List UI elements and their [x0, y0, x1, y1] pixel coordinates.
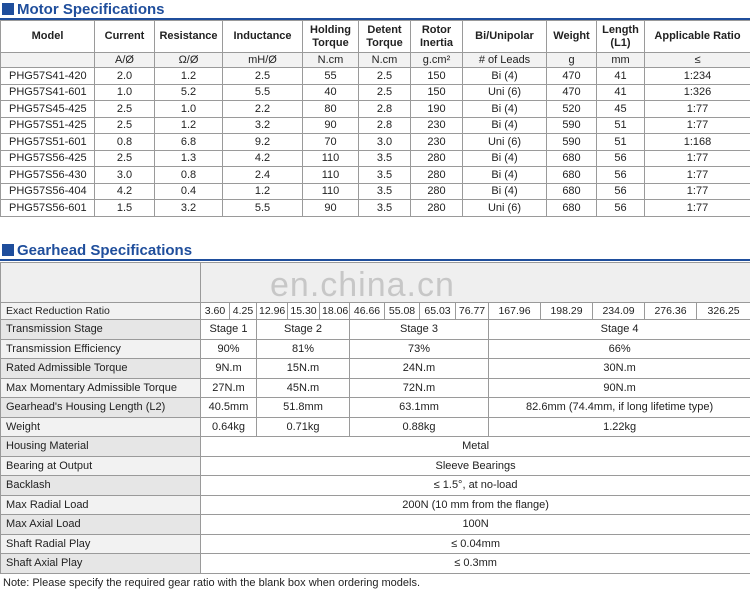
spec-cell: 56	[597, 200, 645, 217]
motor-section-title	[2, 0, 165, 18]
stage-value: 72N.m	[350, 378, 489, 398]
spec-cell: 3.2	[155, 200, 223, 217]
common-value: ≤ 0.3mm	[201, 554, 750, 574]
unit-cell: g	[547, 53, 597, 68]
spec-cell: 590	[547, 117, 597, 134]
spec-cell: 56	[597, 150, 645, 167]
gear-title-rule	[0, 259, 750, 261]
spec-cell: 56	[597, 167, 645, 184]
spec-cell: 41	[597, 68, 645, 85]
spec-cell: 3.2	[223, 117, 303, 134]
spec-cell: 280	[411, 200, 463, 217]
ratio-label: Exact Reduction Ratio	[1, 303, 201, 320]
reduction-ratio-row	[1, 303, 750, 320]
spec-cell: 0.4	[155, 183, 223, 200]
spec-cell: 1.3	[155, 150, 223, 167]
spec-cell: 70	[303, 134, 359, 151]
spec-cell: 4.2	[95, 183, 155, 200]
motor-title-text: Motor Specifications	[17, 0, 165, 18]
gear-title-text: Gearhead Specifications	[17, 241, 193, 259]
spec-cell: 90	[303, 200, 359, 217]
section-square-icon	[2, 244, 14, 256]
motor-header-row	[1, 21, 750, 53]
row-label: Max Momentary Admissible Torque	[1, 378, 201, 398]
spec-cell: 3.5	[359, 150, 411, 167]
common-value: 200N (10 mm from the flange)	[201, 495, 750, 515]
gear-stage-row	[1, 417, 750, 437]
ratio-cell: 326.25	[697, 303, 750, 320]
motor-units-row	[1, 53, 750, 68]
model-cell: PHG57S51-425	[1, 117, 95, 134]
stage-value: 73%	[350, 339, 489, 359]
section-square-icon	[2, 3, 14, 15]
spec-cell: Bi (4)	[463, 183, 547, 200]
ratio-cell: 12.96	[257, 303, 288, 320]
gear-common-row	[1, 534, 750, 554]
motor-table-body	[1, 68, 750, 217]
model-cell: PHG57S41-601	[1, 84, 95, 101]
column-header: Detent Torque	[359, 21, 411, 53]
unit-cell: N.cm	[359, 53, 411, 68]
stage-value: Stage 3	[350, 320, 489, 340]
spec-cell: 40	[303, 84, 359, 101]
stage-value: 0.64kg	[201, 417, 257, 437]
motor-row	[1, 134, 750, 151]
spec-cell: 56	[597, 183, 645, 200]
column-header: Rotor Inertia	[411, 21, 463, 53]
row-label: Transmission Stage	[1, 320, 201, 340]
gear-common-row	[1, 456, 750, 476]
motor-row	[1, 84, 750, 101]
common-value: 100N	[201, 515, 750, 535]
column-header: Applicable Ratio	[645, 21, 750, 53]
row-label: Max Radial Load	[1, 495, 201, 515]
gear-spec-table	[0, 262, 750, 574]
gear-common-row	[1, 515, 750, 535]
column-header: Model	[1, 21, 95, 53]
spec-cell: 280	[411, 150, 463, 167]
spec-cell: Bi (4)	[463, 101, 547, 118]
spec-cell: Uni (6)	[463, 84, 547, 101]
column-header: Current	[95, 21, 155, 53]
model-cell: PHG57S51-601	[1, 134, 95, 151]
unit-cell: Ω/Ø	[155, 53, 223, 68]
gear-common-row	[1, 437, 750, 457]
spec-cell: 2.8	[359, 117, 411, 134]
common-value: ≤ 0.04mm	[201, 534, 750, 554]
spec-cell: 680	[547, 183, 597, 200]
motor-row	[1, 117, 750, 134]
row-label: Shaft Radial Play	[1, 534, 201, 554]
row-label: Bearing at Output	[1, 456, 201, 476]
spec-cell: 150	[411, 68, 463, 85]
gear-table-body	[1, 320, 750, 574]
motor-row	[1, 68, 750, 85]
spec-cell: 470	[547, 68, 597, 85]
spec-cell: Uni (6)	[463, 134, 547, 151]
stage-value: 40.5mm	[201, 398, 257, 418]
spec-cell: 2.5	[359, 68, 411, 85]
spec-cell: 1:168	[645, 134, 750, 151]
unit-cell: # of Leads	[463, 53, 547, 68]
motor-row	[1, 200, 750, 217]
spec-cell: 2.4	[223, 167, 303, 184]
spec-cell: 470	[547, 84, 597, 101]
gear-section-title	[2, 241, 192, 259]
spec-cell: 1.0	[155, 101, 223, 118]
stage-value: 30N.m	[489, 359, 750, 379]
spec-cell: 110	[303, 150, 359, 167]
stage-value: 0.71kg	[257, 417, 350, 437]
unit-cell: g.cm²	[411, 53, 463, 68]
spec-cell: 1.5	[95, 200, 155, 217]
gear-stage-row	[1, 378, 750, 398]
spec-cell: 230	[411, 134, 463, 151]
spec-cell: 9.2	[223, 134, 303, 151]
common-value: ≤ 1.5°, at no-load	[201, 476, 750, 496]
gear-stage-row	[1, 398, 750, 418]
stage-value: 0.88kg	[350, 417, 489, 437]
stage-value: Stage 2	[257, 320, 350, 340]
spec-cell: 110	[303, 167, 359, 184]
row-label: Max Axial Load	[1, 515, 201, 535]
spec-cell: 190	[411, 101, 463, 118]
spec-cell: 2.5	[95, 117, 155, 134]
spec-cell: Bi (4)	[463, 150, 547, 167]
ratio-cell: 18.06	[320, 303, 350, 320]
spec-cell: 3.5	[359, 167, 411, 184]
motor-row	[1, 101, 750, 118]
spec-cell: 1:77	[645, 117, 750, 134]
spec-cell: 2.5	[223, 68, 303, 85]
spec-cell: 80	[303, 101, 359, 118]
column-header: Bi/Unipolar	[463, 21, 547, 53]
spec-cell: 680	[547, 150, 597, 167]
spec-cell: 3.5	[359, 200, 411, 217]
ratio-cell: 276.36	[645, 303, 697, 320]
spec-cell: 6.8	[155, 134, 223, 151]
spec-cell: Bi (4)	[463, 68, 547, 85]
ratio-cell: 15.30	[288, 303, 320, 320]
spec-cell: 1.0	[95, 84, 155, 101]
spec-cell: 0.8	[95, 134, 155, 151]
spec-cell: 1:77	[645, 150, 750, 167]
ratio-cell: 4.25	[230, 303, 257, 320]
motor-row	[1, 150, 750, 167]
column-header: Resistance	[155, 21, 223, 53]
ratio-cell: 65.03	[420, 303, 456, 320]
common-value: Metal	[201, 437, 750, 457]
stage-value: 51.8mm	[257, 398, 350, 418]
stage-value: 1.22kg	[489, 417, 750, 437]
spec-cell: 590	[547, 134, 597, 151]
spec-cell: 2.5	[359, 84, 411, 101]
spec-cell: 110	[303, 183, 359, 200]
spec-cell: 4.2	[223, 150, 303, 167]
stage-value: 90%	[201, 339, 257, 359]
spec-cell: Bi (4)	[463, 117, 547, 134]
stage-value: 90N.m	[489, 378, 750, 398]
ratio-cell: 55.08	[385, 303, 420, 320]
spec-cell: 2.2	[223, 101, 303, 118]
row-label: Rated Admissible Torque	[1, 359, 201, 379]
ratio-cell: 167.96	[489, 303, 541, 320]
unit-cell: A/Ø	[95, 53, 155, 68]
spec-cell: 5.5	[223, 84, 303, 101]
spec-cell: 1:77	[645, 101, 750, 118]
stage-value: 82.6mm (74.4mm, if long lifetime type)	[489, 398, 750, 418]
stage-value: 63.1mm	[350, 398, 489, 418]
spec-cell: 0.8	[155, 167, 223, 184]
row-label: Transmission Efficiency	[1, 339, 201, 359]
gear-stage-row	[1, 320, 750, 340]
unit-cell: N.cm	[303, 53, 359, 68]
spec-cell: 1:326	[645, 84, 750, 101]
spec-cell: 1:77	[645, 167, 750, 184]
stage-value: 45N.m	[257, 378, 350, 398]
stage-value: 66%	[489, 339, 750, 359]
ratio-cell: 3.60	[201, 303, 230, 320]
common-value: Sleeve Bearings	[201, 456, 750, 476]
stage-value: 27N.m	[201, 378, 257, 398]
unit-cell	[1, 53, 95, 68]
gear-common-row	[1, 554, 750, 574]
unit-cell: mH/Ø	[223, 53, 303, 68]
row-label: Shaft Axial Play	[1, 554, 201, 574]
spec-cell: 51	[597, 134, 645, 151]
spec-cell: 230	[411, 117, 463, 134]
watermark: en.china.cn	[270, 266, 455, 304]
model-cell: PHG57S56-425	[1, 150, 95, 167]
row-label: Gearhead's Housing Length (L2)	[1, 398, 201, 418]
spec-cell: 55	[303, 68, 359, 85]
spec-cell: 90	[303, 117, 359, 134]
gear-common-row	[1, 476, 750, 496]
ordering-note: Note: Please specify the required gear ratio with the blank box when ordering models.	[3, 577, 421, 589]
model-cell: PHG57S41-420	[1, 68, 95, 85]
gear-blank-cell	[1, 263, 201, 303]
motor-row	[1, 183, 750, 200]
spec-cell: 3.0	[95, 167, 155, 184]
spec-cell: 1:77	[645, 183, 750, 200]
spec-cell: 5.2	[155, 84, 223, 101]
stage-value: 81%	[257, 339, 350, 359]
spec-cell: 2.8	[359, 101, 411, 118]
row-label: Housing Material	[1, 437, 201, 457]
stage-value: 24N.m	[350, 359, 489, 379]
spec-cell: 520	[547, 101, 597, 118]
column-header: Length (L1)	[597, 21, 645, 53]
spec-cell: 45	[597, 101, 645, 118]
column-header: Weight	[547, 21, 597, 53]
spec-cell: 1.2	[223, 183, 303, 200]
spec-cell: 3.0	[359, 134, 411, 151]
spec-cell: 280	[411, 183, 463, 200]
gear-stage-row	[1, 359, 750, 379]
motor-spec-table	[0, 20, 750, 217]
spec-cell: Uni (6)	[463, 200, 547, 217]
spec-cell: 2.5	[95, 101, 155, 118]
spec-cell: 51	[597, 117, 645, 134]
spec-cell: 280	[411, 167, 463, 184]
row-label: Weight	[1, 417, 201, 437]
stage-value: Stage 4	[489, 320, 750, 340]
model-cell: PHG57S56-430	[1, 167, 95, 184]
spec-cell: 1.2	[155, 68, 223, 85]
spec-cell: 150	[411, 84, 463, 101]
spec-cell: 1:77	[645, 200, 750, 217]
column-header: Inductance	[223, 21, 303, 53]
stage-value: Stage 1	[201, 320, 257, 340]
spec-cell: 2.5	[95, 150, 155, 167]
spec-cell: 680	[547, 200, 597, 217]
spec-cell: 1.2	[155, 117, 223, 134]
unit-cell: ≤	[645, 53, 750, 68]
spec-cell: Bi (4)	[463, 167, 547, 184]
spec-cell: 3.5	[359, 183, 411, 200]
ratio-cell: 76.77	[456, 303, 489, 320]
spec-cell: 2.0	[95, 68, 155, 85]
spec-cell: 5.5	[223, 200, 303, 217]
row-label: Backlash	[1, 476, 201, 496]
column-header: Holding Torque	[303, 21, 359, 53]
ratio-cell: 198.29	[541, 303, 593, 320]
ratio-cell: 234.09	[593, 303, 645, 320]
spec-cell: 41	[597, 84, 645, 101]
model-cell: PHG57S56-404	[1, 183, 95, 200]
stage-value: 9N.m	[201, 359, 257, 379]
model-cell: PHG57S56-601	[1, 200, 95, 217]
unit-cell: mm	[597, 53, 645, 68]
gear-stage-row	[1, 339, 750, 359]
ratio-cell: 46.66	[350, 303, 385, 320]
motor-row	[1, 167, 750, 184]
spec-cell: 1:234	[645, 68, 750, 85]
model-cell: PHG57S45-425	[1, 101, 95, 118]
spec-cell: 680	[547, 167, 597, 184]
gear-common-row	[1, 495, 750, 515]
stage-value: 15N.m	[257, 359, 350, 379]
